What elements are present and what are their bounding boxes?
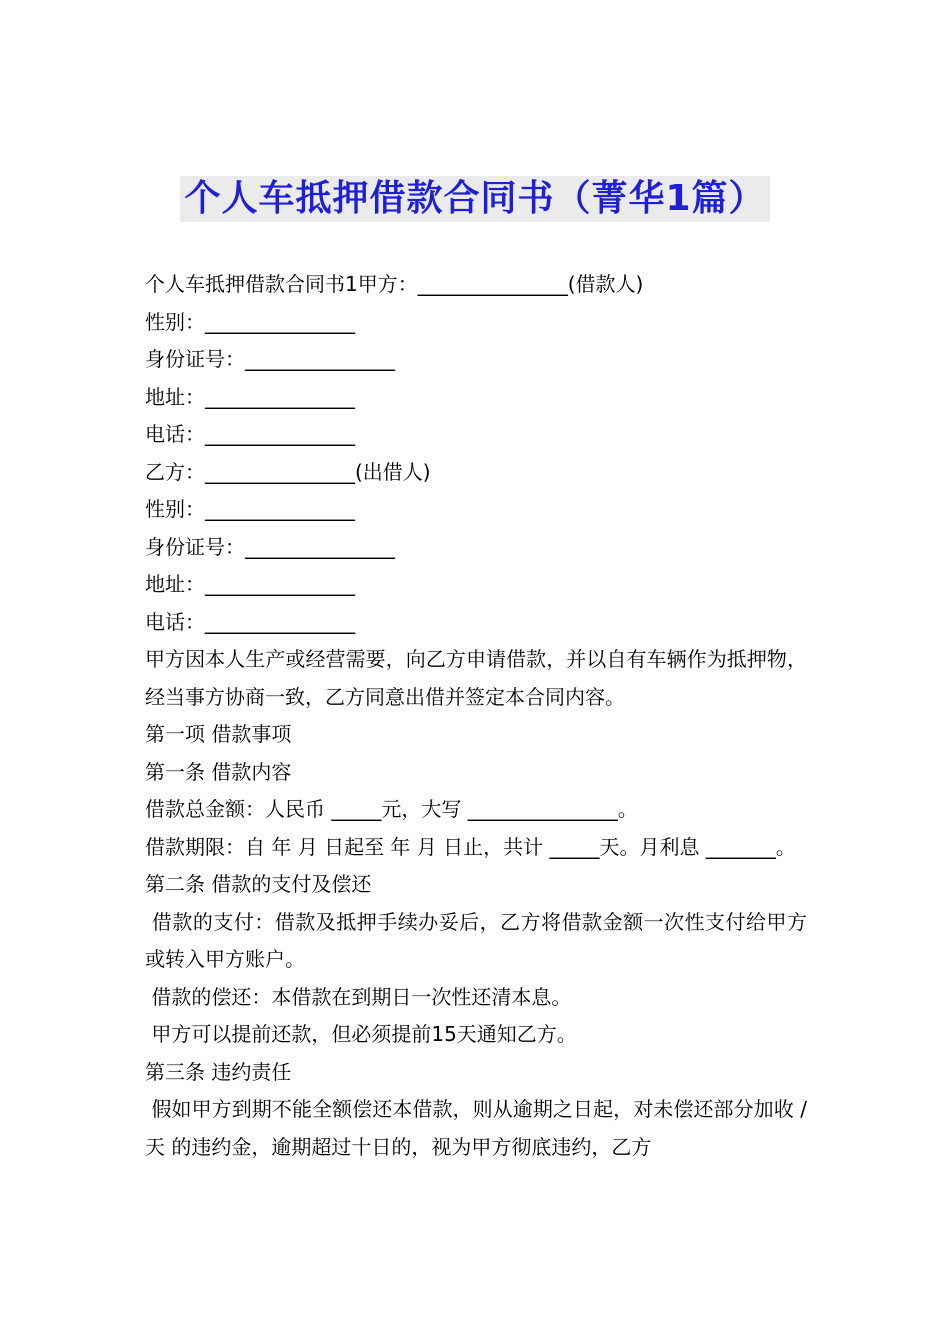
party-a-id-line: 身份证号：_______________	[145, 347, 395, 371]
party-b-gender-line: 性别：_______________	[145, 497, 355, 521]
section1-heading: 第一项 借款事项	[145, 722, 292, 746]
repayment-line: 借款的偿还：本借款在到期日一次性还清本息。	[145, 984, 572, 1009]
article3-heading: 第三条 违约责任	[145, 1059, 292, 1084]
party-b-id-line: 身份证号：_______________	[145, 534, 395, 559]
party-b-address-line: 地址：_______________	[145, 572, 355, 596]
early-repayment-line: 甲方可以提前还款，但必须提前15天通知乙方。	[145, 1022, 577, 1046]
party-a-line: 个人车抵押借款合同书1甲方：_______________(借款人)	[145, 272, 644, 296]
title-wrap	[0, 176, 950, 222]
intro-paragraph: 甲方因本人生产或经营需要，向乙方申请借款，并以自有车辆作为抵押物，经当事方协商一致，乙方同意出借并签定本合同内容。	[145, 647, 807, 709]
party-a-address-line: 地址：_______________	[145, 384, 355, 409]
breach-paragraph: 假如甲方到期不能全额偿还本借款，则从逾期之日起，对未偿还部分加收 /天 的违约金，逾期超过十日的，视为甲方彻底违约，乙方	[145, 1097, 807, 1159]
loan-term-paragraph: 借款期限：自 年 月 日起至 年 月 日止，共计 _____天。月利息 _______。	[145, 834, 796, 859]
party-a-gender-line: 性别：_______________	[145, 309, 355, 334]
article1-heading: 第一条 借款内容	[145, 759, 292, 784]
document-title: 个人车抵押借款合同书（菁华1篇）	[180, 176, 769, 222]
loan-amount-line: 借款总金额：人民币 _____元，大写 _______________。	[145, 797, 638, 821]
party-b-line: 乙方：_______________(出借人)	[145, 459, 431, 484]
payment-paragraph: 借款的支付：借款及抵押手续办妥后，乙方将借款金额一次性支付给甲方或转入甲方账户。	[145, 909, 808, 971]
article2-heading: 第二条 借款的支付及偿还	[145, 872, 372, 896]
party-a-phone-line: 电话：_______________	[145, 422, 355, 446]
party-b-phone-line: 电话：_______________	[145, 609, 355, 634]
document-body	[145, 266, 807, 1166]
